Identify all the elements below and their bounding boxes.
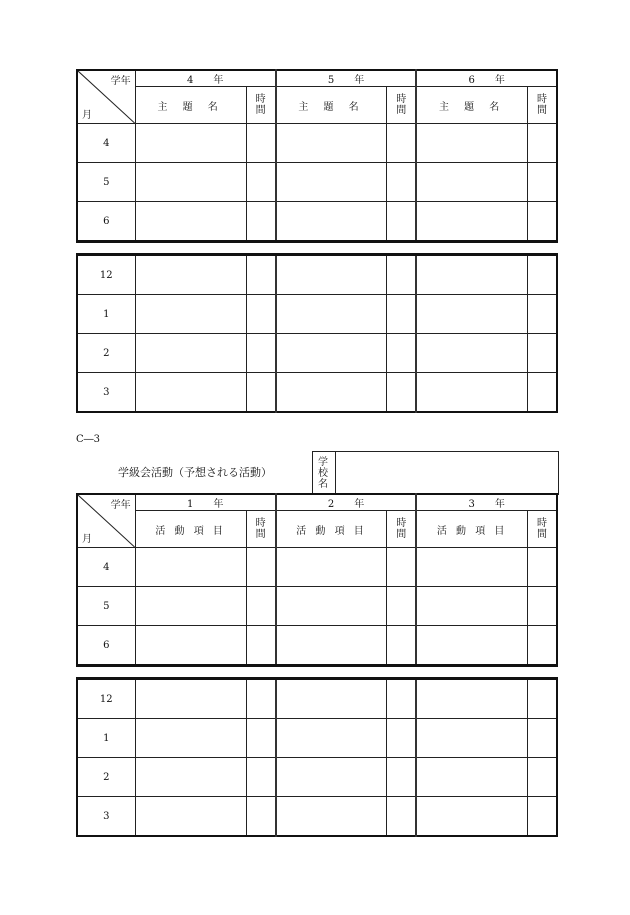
hours-cell[interactable] xyxy=(527,797,557,837)
entry-cell[interactable] xyxy=(416,334,527,373)
month-cell: 5 xyxy=(77,587,135,626)
entry-cell[interactable] xyxy=(276,797,387,837)
hours-cell[interactable] xyxy=(387,797,417,837)
hours-cell[interactable] xyxy=(527,295,557,334)
grade-label: 学年 xyxy=(110,500,131,511)
entry-cell[interactable] xyxy=(135,373,246,413)
activity-column-header: 活 動 項 目 xyxy=(135,511,246,548)
entry-cell[interactable] xyxy=(416,202,527,242)
activity-table-bottom xyxy=(76,677,558,837)
grade-month-header xyxy=(77,494,135,548)
month-label: 月 xyxy=(82,534,92,545)
entry-cell[interactable] xyxy=(135,679,246,719)
entry-cell[interactable] xyxy=(416,255,527,295)
grade-header-3: 3 年 xyxy=(416,494,557,511)
hours-cell[interactable] xyxy=(527,719,557,758)
table-row xyxy=(77,797,557,837)
entry-cell[interactable] xyxy=(416,124,527,163)
entry-cell[interactable] xyxy=(135,548,246,587)
month-label: 月 xyxy=(82,110,92,121)
table-row xyxy=(77,626,557,666)
table-row xyxy=(77,124,557,163)
table-row xyxy=(77,679,557,719)
entry-cell[interactable] xyxy=(276,202,387,242)
entry-cell[interactable] xyxy=(276,548,387,587)
school-name-field[interactable] xyxy=(336,452,558,494)
month-cell: 6 xyxy=(77,626,135,666)
hours-cell[interactable] xyxy=(527,587,557,626)
grade-month-header xyxy=(77,70,135,124)
school-name-label: 学 校 名 xyxy=(313,452,336,494)
theme-table-bottom xyxy=(76,253,558,413)
grade-label: 学年 xyxy=(110,76,131,87)
month-cell: 4 xyxy=(77,124,135,163)
entry-cell[interactable] xyxy=(135,758,246,797)
hours-cell[interactable] xyxy=(387,295,417,334)
table-row xyxy=(77,373,557,413)
entry-cell[interactable] xyxy=(416,679,527,719)
grade-header-1: 1 年 xyxy=(135,494,276,511)
month-cell: 5 xyxy=(77,163,135,202)
hours-column-header: 時 間 xyxy=(387,87,417,124)
hours-cell[interactable] xyxy=(246,373,276,413)
entry-cell[interactable] xyxy=(416,719,527,758)
hours-column-header: 時 間 xyxy=(527,511,557,548)
entry-cell[interactable] xyxy=(276,163,387,202)
table-row xyxy=(77,295,557,334)
hours-cell[interactable] xyxy=(246,255,276,295)
entry-cell[interactable] xyxy=(416,587,527,626)
hours-cell[interactable] xyxy=(527,202,557,242)
hours-cell[interactable] xyxy=(527,626,557,666)
entry-cell[interactable] xyxy=(276,334,387,373)
hours-cell[interactable] xyxy=(527,124,557,163)
entry-cell[interactable] xyxy=(135,295,246,334)
activity-column-header: 活 動 項 目 xyxy=(276,511,387,548)
hours-cell[interactable] xyxy=(246,202,276,242)
hours-cell[interactable] xyxy=(387,202,417,242)
entry-cell[interactable] xyxy=(416,373,527,413)
entry-cell[interactable] xyxy=(416,548,527,587)
entry-cell[interactable] xyxy=(276,587,387,626)
entry-cell[interactable] xyxy=(135,163,246,202)
table-row xyxy=(77,334,557,373)
hours-cell[interactable] xyxy=(527,679,557,719)
month-cell: 2 xyxy=(77,758,135,797)
hours-cell[interactable] xyxy=(246,124,276,163)
hours-cell[interactable] xyxy=(387,719,417,758)
grade-header-2: 2 年 xyxy=(276,494,417,511)
activity-column-header: 活 動 項 目 xyxy=(416,511,527,548)
hours-column-header: 時 間 xyxy=(387,511,417,548)
activity-table-top xyxy=(76,493,558,667)
entry-cell[interactable] xyxy=(416,295,527,334)
table-row xyxy=(77,163,557,202)
entry-cell[interactable] xyxy=(276,758,387,797)
table-row xyxy=(77,758,557,797)
hours-cell[interactable] xyxy=(387,548,417,587)
entry-cell[interactable] xyxy=(135,255,246,295)
hours-cell[interactable] xyxy=(387,587,417,626)
hours-cell[interactable] xyxy=(387,758,417,797)
hours-cell[interactable] xyxy=(387,255,417,295)
entry-cell[interactable] xyxy=(135,334,246,373)
hours-cell[interactable] xyxy=(246,587,276,626)
hours-cell[interactable] xyxy=(246,334,276,373)
month-cell: 6 xyxy=(77,202,135,242)
hours-cell[interactable] xyxy=(527,548,557,587)
entry-cell[interactable] xyxy=(416,163,527,202)
table-row xyxy=(77,255,557,295)
theme-table-top xyxy=(76,69,558,243)
month-cell: 3 xyxy=(77,373,135,413)
table-row xyxy=(77,719,557,758)
month-cell: 4 xyxy=(77,548,135,587)
hours-cell[interactable] xyxy=(527,255,557,295)
entry-cell[interactable] xyxy=(276,719,387,758)
hours-column-header: 時 間 xyxy=(246,87,276,124)
hours-column-header: 時 間 xyxy=(246,511,276,548)
entry-cell[interactable] xyxy=(135,626,246,666)
entry-cell[interactable] xyxy=(276,626,387,666)
hours-cell[interactable] xyxy=(246,797,276,837)
hours-cell[interactable] xyxy=(527,334,557,373)
month-cell: 12 xyxy=(77,255,135,295)
grade-header-5: 5 年 xyxy=(276,70,417,87)
entry-cell[interactable] xyxy=(135,797,246,837)
entry-cell[interactable] xyxy=(276,295,387,334)
month-cell: 1 xyxy=(77,295,135,334)
hours-cell[interactable] xyxy=(387,124,417,163)
hours-cell[interactable] xyxy=(246,295,276,334)
section-code: C―3 xyxy=(76,434,101,445)
grade-header-6: 6 年 xyxy=(416,70,557,87)
table-row xyxy=(77,587,557,626)
table-row xyxy=(77,202,557,242)
theme-column-header: 主 題 名 xyxy=(276,87,387,124)
hours-cell[interactable] xyxy=(387,626,417,666)
hours-cell[interactable] xyxy=(246,626,276,666)
hours-cell[interactable] xyxy=(527,758,557,797)
entry-cell[interactable] xyxy=(276,373,387,413)
entry-cell[interactable] xyxy=(135,124,246,163)
entry-cell[interactable] xyxy=(276,124,387,163)
month-cell: 2 xyxy=(77,334,135,373)
entry-cell[interactable] xyxy=(135,202,246,242)
hours-cell[interactable] xyxy=(246,719,276,758)
section-title: 学級会活動（予想される活動） xyxy=(118,466,272,479)
month-cell: 1 xyxy=(77,719,135,758)
hours-cell[interactable] xyxy=(387,373,417,413)
entry-cell[interactable] xyxy=(416,758,527,797)
hours-cell[interactable] xyxy=(527,373,557,413)
hours-cell[interactable] xyxy=(246,679,276,719)
month-cell: 3 xyxy=(77,797,135,837)
theme-column-header: 主 題 名 xyxy=(135,87,246,124)
entry-cell[interactable] xyxy=(276,255,387,295)
theme-column-header: 主 題 名 xyxy=(416,87,527,124)
entry-cell[interactable] xyxy=(276,679,387,719)
hours-cell[interactable] xyxy=(527,163,557,202)
entry-cell[interactable] xyxy=(135,587,246,626)
month-cell: 12 xyxy=(77,679,135,719)
entry-cell[interactable] xyxy=(416,797,527,837)
hours-cell[interactable] xyxy=(387,679,417,719)
hours-column-header: 時 間 xyxy=(527,87,557,124)
hours-cell[interactable] xyxy=(246,163,276,202)
hours-cell[interactable] xyxy=(387,334,417,373)
school-name-box xyxy=(312,451,559,495)
hours-cell[interactable] xyxy=(246,758,276,797)
hours-cell[interactable] xyxy=(387,163,417,202)
entry-cell[interactable] xyxy=(135,719,246,758)
hours-cell[interactable] xyxy=(246,548,276,587)
grade-header-4: 4 年 xyxy=(135,70,276,87)
table-row xyxy=(77,548,557,587)
entry-cell[interactable] xyxy=(416,626,527,666)
